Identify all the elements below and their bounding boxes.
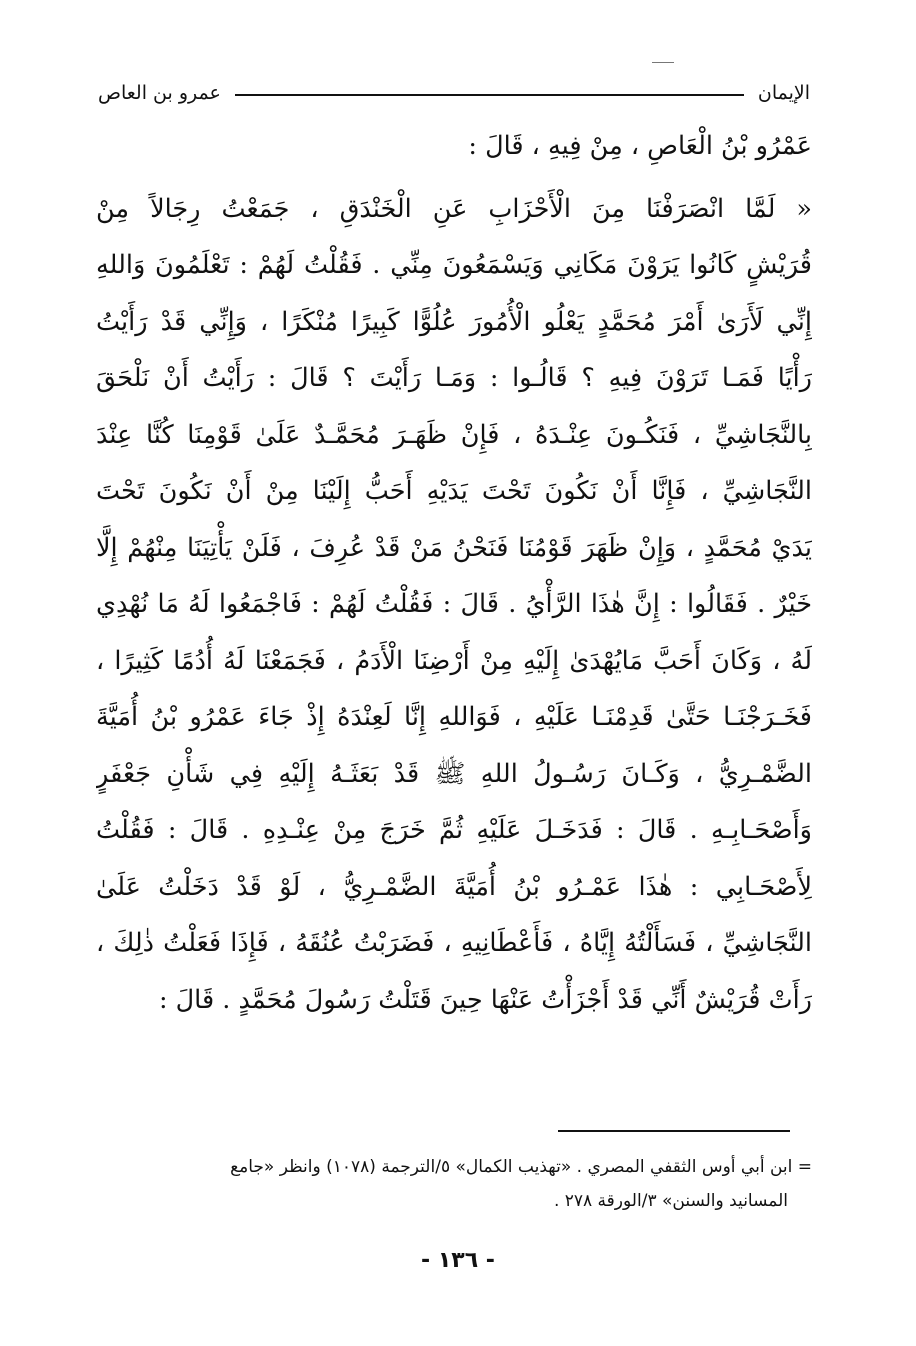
header-person-name: عمرو بن العاص bbox=[98, 82, 221, 104]
header-section-title: الإيمان bbox=[757, 82, 810, 104]
text-line: رَأْيًا فَمَـا تَرَوْنَ فِيهِ ؟ قَالُـوا : وَمَـا رَأَيْتَ ؟ قَالَ : رَأَيْتُ أَنْ نَلْحَقَ bbox=[96, 363, 812, 393]
text-line: خَيْرٌ . فَقَالُوا : إِنَّ هٰذَا الرَّأْيُ . قَالَ : فَقُلْتُ لَهُمْ : فَاجْمَعُوا لَهُ مَا نُهْدِي bbox=[96, 589, 812, 619]
header-rule bbox=[235, 94, 744, 96]
running-header bbox=[98, 76, 810, 110]
text-line: قُرَيْشٍ كَانُوا يَرَوْنَ مَكَانِي وَيَسْمَعُونَ مِنِّي . فَقُلْتُ لَهُمْ : تَعْلَمُونَ وَاللهِ bbox=[96, 250, 812, 280]
text-line: لِأَصْحَـابِي : هٰذَا عَمْـرُو بْنُ أُمَيَّةَ الضَّمْـرِيُّ ، لَوْ قَدْ دَخَلْتُ عَلَىٰ bbox=[96, 871, 812, 902]
text-line: « لَمَّا انْصَرَفْنَا مِنَ الْأَحْزَابِ عَنِ الْخَنْدَقِ ، جَمَعْتُ رِجَالاً مِنْ bbox=[96, 193, 812, 224]
text-line: رَأَتْ قُرَيْشٌ أَنِّي قَدْ أَجْزَأْتُ عَنْهَا حِينَ قَتَلْتُ رَسُولَ مُحَمَّدٍ . قَالَ : bbox=[158, 984, 812, 1015]
text-line: إِنِّي لَأَرَىٰ أَمْرَ مُحَمَّدٍ يَعْلُو الْأُمُورَ عُلُوًّا كَبِيرًا مُنْكَرًا ، وَإِنِّي قَدْ رَأَيْتُ bbox=[96, 306, 812, 337]
page-number: - ١٣٦ - bbox=[421, 1248, 495, 1273]
footnote bbox=[96, 1150, 812, 1218]
footnote-line: = ابن أبي أوس الثقفي المصري . «تهذيب الكمال» ٥/الترجمة (١٠٧٨) وانظر «جامع bbox=[230, 1157, 812, 1177]
text-line: فَخَـرَجْنَـا حَتَّىٰ قَدِمْنَـا عَلَيْهِ ، فَوَاللهِ إِنَّا لَعِنْدَهُ إِذْ جَاءَ عَمْرُو بْنُ أُمَيَّةَ bbox=[96, 702, 812, 732]
text-line: النَّجَاشِيِّ ، فَإِنَّا أَنْ نَكُونَ تَحْتَ يَدَيْهِ أَحَبُّ إِلَيْنَا مِنْ أَنْ نَكُونَ تَحْتَ bbox=[96, 476, 812, 506]
text-line: النَّجَاشِيِّ ، فَسَأَلْتُهُ إِيَّاهُ ، فَأَعْطَانِيهِ ، فَضَرَبْتُ عُنُقَهُ ، فَإِذَا فَعَلْتُ ذٰلِكَ ، bbox=[96, 928, 812, 958]
text-line: بِالنَّجَاشِيِّ ، فَنَكُـونَ عِنْـدَهُ ، فَإِنْ ظَهَـرَ مُحَمَّـدٌ عَلَىٰ قَوْمِنَا كُنَّا عِنْدَ bbox=[96, 419, 812, 450]
text-line: الضَّمْـرِيُّ ، وَكَـانَ رَسُـولُ اللهِ ﷺ قَدْ بَعَثَـهُ إِلَيْهِ فِي شَأْنِ جَعْفَرٍ bbox=[96, 758, 812, 789]
text-line: وَأَصْحَـابِـهِ . قَالَ : فَدَخَـلَ عَلَيْهِ ثُمَّ خَرَجَ مِنْ عِنْـدِهِ . قَالَ : فَقُلْتُ bbox=[96, 815, 812, 845]
text-line: عَمْرُو بْنُ الْعَاصِ ، مِنْ فِيهِ ، قَالَ : bbox=[468, 131, 812, 161]
text-line: لَهُ ، وَكَانَ أَحَبَّ مَايُهْدَىٰ إِلَيْهِ مِنْ أَرْضِنَا الْأَدَمُ ، فَجَمَعْنَا لَهُ أُدُمًا كَثِيرًا ، bbox=[96, 645, 812, 676]
text-line: يَدَيْ مُحَمَّدٍ ، وَإِنْ ظَهَرَ قَوْمُنَا فَنَحْنُ مَنْ قَدْ عُرِفَ ، فَلَنْ يَأْتِيَنَا مِنْهُمْ إِلَّا bbox=[96, 532, 812, 563]
footnote-line: المسانيد والسنن» ٣/الورقة ٢٧٨ . bbox=[553, 1191, 788, 1211]
top-margin-mark bbox=[652, 62, 674, 63]
footnote-rule bbox=[558, 1130, 790, 1132]
main-text bbox=[96, 118, 812, 1028]
